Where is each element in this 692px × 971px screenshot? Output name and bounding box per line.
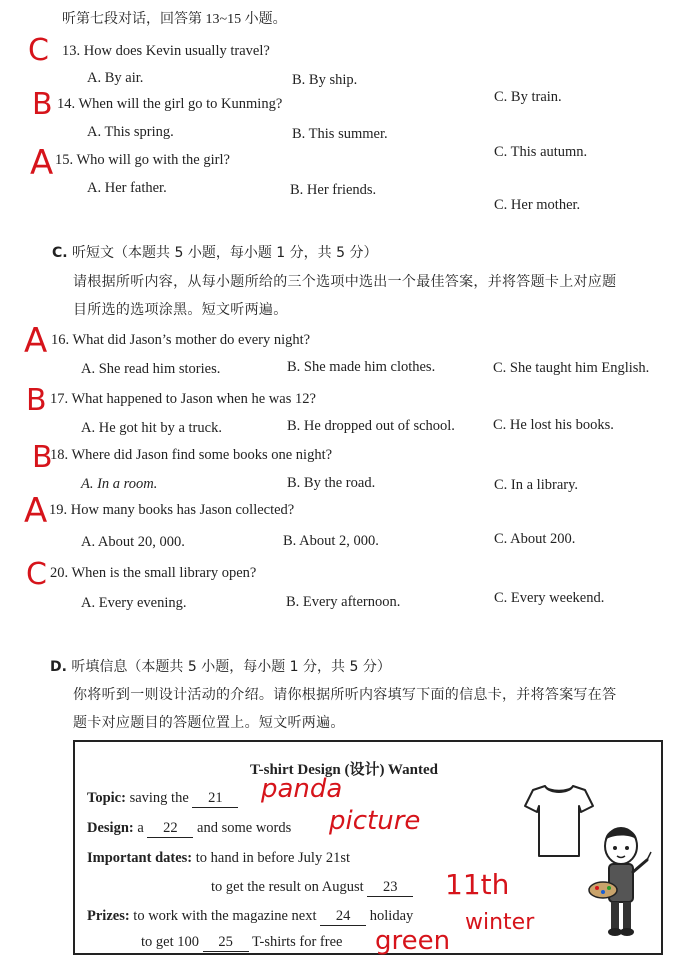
question-text: When is the small library open? <box>71 565 257 581</box>
card-topic-line <box>87 790 238 808</box>
handwritten-answer-22: picture <box>329 806 421 836</box>
topic-label: Topic: <box>87 790 126 806</box>
question-text: When will the girl go to Kunming? <box>78 96 283 112</box>
card-get-line <box>141 934 342 952</box>
question-15 <box>55 152 230 169</box>
option-19b: B. About 2, 000. <box>283 533 379 549</box>
question-19 <box>49 502 294 519</box>
section-c-instruction-line1: 请根据所听内容，从每小题所给的三个选项中选出一个最佳答案，并将答题卡上对应题 <box>73 274 617 290</box>
blank-22: 22 <box>147 820 193 838</box>
section-label: D. <box>50 659 67 675</box>
question-text: What happened to Jason when he was 12? <box>71 391 316 407</box>
option-15b: B. Her friends. <box>290 182 377 198</box>
boy-painter-illustration <box>585 822 653 940</box>
option-16a: A. She read him stories. <box>81 361 221 377</box>
part-header: 听第七段对话，回答第 13~15 小题。 <box>62 12 287 27</box>
holiday-text: holiday <box>369 908 414 924</box>
get-text: to get 100 <box>141 934 199 950</box>
question-text: How many books has Jason collected? <box>70 502 295 518</box>
dates-text: to hand in before July 21st <box>195 850 350 866</box>
blank-23: 23 <box>367 879 413 897</box>
design-article: a <box>137 820 144 836</box>
option-14c: C. This autumn. <box>494 144 588 160</box>
question-17 <box>50 391 316 408</box>
question-14 <box>57 96 282 113</box>
blank-24: 24 <box>320 908 366 926</box>
question-13 <box>62 43 270 60</box>
option-16b: B. She made him clothes. <box>287 359 436 375</box>
option-13b: B. By ship. <box>292 72 358 88</box>
question-number: 14. <box>57 96 76 112</box>
question-20 <box>50 565 256 582</box>
answer-14: B <box>32 87 53 122</box>
handwritten-answer-21: panda <box>261 774 343 804</box>
info-card <box>73 740 663 955</box>
answer-13: C <box>28 33 49 68</box>
section-d-instruction-line1: 你将听到一则设计活动的介绍。请你根据所听内容填写下面的信息卡，并将答案写在答 <box>73 687 617 703</box>
card-result-line <box>211 879 413 897</box>
section-title: 听短文（本题共 5 小题，每小题 1 分，共 5 分） <box>72 245 378 261</box>
section-label: C. <box>52 245 68 261</box>
option-18a: A. In a room. <box>81 476 158 492</box>
section-d-instruction-line2: 题卡对应题目的答题位置上。短文听两遍。 <box>73 715 345 731</box>
answer-16: A <box>24 321 48 361</box>
card-title: T-shirt Design (设计) Wanted <box>250 762 438 778</box>
question-16 <box>51 332 310 349</box>
blank-21: 21 <box>192 790 238 808</box>
prizes-text: to work with the magazine next <box>133 908 317 924</box>
section-title: 听填信息（本题共 5 小题，每小题 1 分，共 5 分） <box>71 659 391 675</box>
option-14a: A. This spring. <box>87 124 174 140</box>
question-text: Who will go with the girl? <box>76 152 230 168</box>
option-19c: C. About 200. <box>494 531 576 547</box>
handwritten-answer-23: 11th <box>445 868 510 901</box>
option-14b: B. This summer. <box>292 126 388 142</box>
section-d-header <box>50 656 391 676</box>
option-20c: C. Every weekend. <box>494 590 605 606</box>
question-text: How does Kevin usually travel? <box>83 43 270 59</box>
card-prizes-line <box>87 908 413 926</box>
question-number: 15. <box>55 152 74 168</box>
answer-15: A <box>30 143 54 183</box>
option-17c: C. He lost his books. <box>493 417 614 433</box>
option-19a: A. About 20, 000. <box>81 534 185 550</box>
option-20a: A. Every evening. <box>81 595 187 611</box>
option-16c: C. She taught him English. <box>493 360 650 376</box>
result-text: to get the result on August <box>211 879 364 895</box>
option-13c: C. By train. <box>494 89 562 105</box>
question-number: 17. <box>50 391 69 407</box>
option-20b: B. Every afternoon. <box>286 594 401 610</box>
question-number: 20. <box>50 565 69 581</box>
answer-18: B <box>32 440 53 475</box>
prizes-label: Prizes: <box>87 908 130 924</box>
answer-17: B <box>26 383 47 418</box>
topic-text: saving the <box>129 790 189 806</box>
option-17a: A. He got hit by a truck. <box>81 420 222 436</box>
card-dates-line <box>87 850 350 867</box>
question-text: What did Jason’s mother do every night? <box>72 332 311 348</box>
question-number: 16. <box>51 332 70 348</box>
option-17b: B. He dropped out of school. <box>287 418 455 434</box>
dates-label: Important dates: <box>87 850 193 866</box>
answer-20: C <box>26 557 47 592</box>
section-c-header <box>52 242 377 262</box>
tshirts-text: T-shirts for free <box>252 934 343 950</box>
option-18b: B. By the road. <box>287 475 376 491</box>
design-rest: and some words <box>197 820 292 836</box>
option-15a: A. Her father. <box>87 180 167 196</box>
option-18c: C. In a library. <box>494 477 579 493</box>
answer-19: A <box>24 491 48 531</box>
question-number: 18. <box>50 447 69 463</box>
option-15c: C. Her mother. <box>494 197 581 213</box>
question-18 <box>50 447 332 464</box>
question-text: Where did Jason find some books one night? <box>71 447 333 463</box>
card-design-line <box>87 820 291 838</box>
question-number: 13. <box>62 43 81 59</box>
question-number: 19. <box>49 502 68 518</box>
handwritten-answer-24: winter <box>465 910 535 935</box>
blank-25: 25 <box>203 934 249 952</box>
design-label: Design: <box>87 820 134 836</box>
section-c-instruction-line2: 目所选的选项涂黑。短文听两遍。 <box>73 302 288 318</box>
option-13a: A. By air. <box>87 70 144 86</box>
handwritten-answer-25: green <box>375 926 451 956</box>
